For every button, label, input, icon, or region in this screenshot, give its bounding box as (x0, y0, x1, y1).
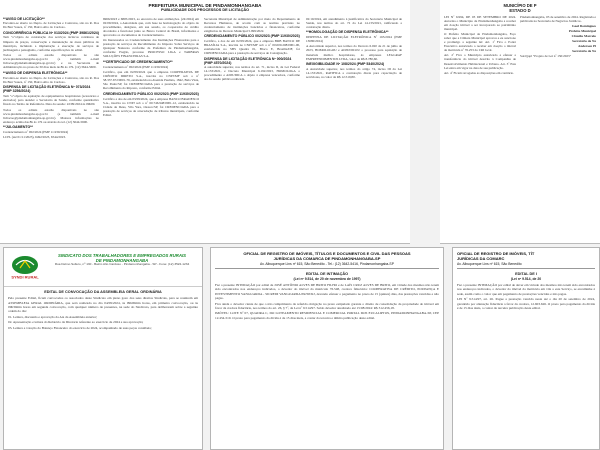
notice-paragraph: Faz o presente INTIMAÇÃO por edital de JOSÉ ANTÔNIO ALVES DE BRITO FILHO e de LAÍS CRUZ ALVES DE BRITO, em virtude dos mesmos não terem sido encontrados nos endereços indicados, o devedor do imóvel da matrícula 76.548, credora fiduciária: COOPERATIVA DE CRÉDITO, POUPANÇA E INVESTIMENTO VANGUARDA - SICREDI VANGUARDA PR/SP/RJ, devendo efetuar o pagamento no prazo de 15 (quinze) dias, das prestações vencidas e não pagas. (215, 283, 439, 300)
text-column-4 (306, 15, 402, 80)
registry-address: Av. Albuquerque Lins nº 615, São Benedito - Tel.: (12) 3642-5416, Pindamonhangaba-SP (260, 261, 394, 266)
section-text: DISPENSA DE LICITAÇÃO ELETRÔNICA Nº 165/2024 (PMP 13680/2024) (306, 34, 402, 43)
notice-title: EDITAL DE INTIMAÇÃO (305, 272, 349, 277)
notice-body (453, 283, 599, 310)
header-line-1: PREFEITURA MUNICIPAL DE PINDAMONHANGABA (148, 3, 262, 8)
union-header (4, 248, 202, 287)
sheet-header (440, 3, 600, 13)
law-text: O Prefeito Municipal de Pindamonhangaba, Faço saber que a Câmara Municipal aprovou e eu sanciono e promulgo a seguinte lei: Art. 1º Fica o Poder Executivo autorizado a receber em doação o imóvel de matrícula nº 76.253 do CRI local. (444, 32, 516, 53)
section-heading: DISPENSA DE LICITAÇÃO ELETRÔNICA Nº 000/2024 (PMP 4570/2024) (204, 56, 292, 65)
municipio-sheet (440, 0, 600, 244)
section-text: Credenciamento nº 002/2024 (PMP 11.930/2024) (3, 129, 69, 134)
section-text: Tem "o"objeto de contratação dos serviços técnicos contínuos de limpeza de praças, conservação e manutenção de áreas públicas do município, incluindo a implantação e execução de serviços de jardinagem e paisagismo, conforme especificações do edital. (3, 35, 99, 52)
section-text: Encontra-se aberto no Depto. de Licitações e Contratos, sito na R. Dos Ds Barr Souza, nº 150, Bairro Alto do Cardoso. (3, 75, 99, 84)
section-heading: **AVISO DE LICITAÇÃO** (3, 16, 45, 21)
section-text: Todos os editais estarão disponíveis no site www.pindamonhangaba.sp.gov.br (e também e-mail licitacao@pindamonhangaba.sp.gov.br). Maiores informações no endereço acima das 8h às 17h ou através do tel. (12) 3644-5600. (3, 107, 99, 124)
law-text: Art. 2º Fica o Município autorizado a efetuar a transferência do imóvel descrito à Companhia de Desenvolvimento Habitacional e Urbano. Art. 3º Esta Lei entra em vigor na data de sua publicação. (444, 53, 516, 70)
notice-paragraph: IMÓVEL: LOTE Nº 07, QUADRA C, DO LOTEAMENTO RESIDENCIAL E COMERCIAL PORTAL DOS EUCALIPTOS, PINDAMONHANGABA-SP, CEP 12.434-510. O prazo para pagamento da dívida é de 15 dias úteis, a contar da terceira e última publicação deste edital. (215, 311, 439, 320)
agenda-item: 02. Apresentação e leitura do Relatório da Diretoria referente ao exercício de 2024 e sua aprovação; (8, 320, 144, 325)
section-text: Os Interessados ao Credenciamento das Instituições Financeiras para a prestação de serviços de Recolhimento do Imposto Sobre Serviços de Qualquer Natureza conforme da Prefeitura de Pindamonhangaba, conforme Pregão, processo PROCESSO LIGA e TARBRAS SOLUÇÕES FINANCEIRAS S.A. (103, 38, 199, 59)
section-heading: **AVISO DE DISPENSA ELETRÔNICA** (3, 70, 68, 75)
section-heading: CONCORRÊNCIA PÚBLICA Nº 013/2024 (PMP 39861/2024) (3, 30, 99, 35)
section-heading: **JULGAMENTO** (3, 125, 33, 130)
signature-name: Anderson Pl (578, 44, 596, 49)
agenda-item: 03. Leitura e votação do Balanço Financeiro do exercício de 2024, acompanhado de suas peças contábeis; (8, 326, 152, 331)
signature-name: Isael Domingues (572, 24, 596, 29)
union-address: Rua Delmo Sollero, nº 130 - Bairro Alto Cardoso - Pindamonhangaba - SP - Fone: (12) 3522-1234 (54, 262, 190, 266)
union-title (46, 253, 198, 267)
signature-role: Prefeito Municipal (568, 29, 596, 34)
law-text: Art. 4º Ficam revogadas as disposições em contrário. (444, 70, 514, 75)
header-line-2: PUBLICIDADE DOS PROCESSOS DE LICITAÇÃO (160, 8, 250, 13)
section-heading: INEXIGIBILIDADE Nº 108/2024 (PMP 5340/2024) (306, 62, 385, 67)
union-logo-icon (10, 254, 40, 280)
section-text: 02/10/2024, em atendimento à justificativa da Secretaria Municipal de Saúde, nos termos do art. 72 da Lei 14.133/2021, ratificando a contratação direta. (306, 16, 402, 29)
section-heading: **CERTIFICADO DE CREDENCIAMENTO** (103, 59, 173, 64)
section-text: Todos os editais estarão disponíveis no site www.pindamonhangaba.sp.gov.br (e também e-mail licitacao@pindamonhangaba.sp.gov.br) e na Secretaria de Administração no prazo de 30 dias úteis de 8h às 17h. (12) 3644-5600. (3, 53, 99, 70)
sheet-header (0, 0, 410, 14)
footer-note: SAJ/gapl "Projeto de Lei nº 150/2023" (520, 54, 572, 59)
prefeitura-sheet (0, 0, 410, 244)
text-column-2 (103, 15, 199, 118)
divider (457, 268, 595, 269)
notice-paragraph: Fica ainda o devedor ciente de que o não cumprimento da referida obrigação no prazo estipulado garante o direito de consolidação da propriedade do imóvel em favor da credora fiduciária, nos termos do art. 26, § 7º, da Lei nº 9.514/97. Saldo devedor atualizado até 15/08/2024: R$ 312.456,18. (215, 301, 439, 310)
text-column-3 (204, 15, 300, 83)
registry-title-line-2: JURÍDICAS DA COMARC (457, 255, 505, 261)
registry-title-line-2: JURÍDICAS DA COMARCA DE PINDAMONHANGABA-SP (273, 255, 381, 261)
union-notice (3, 247, 203, 450)
section-text: Certifico, que em 02/09/2024 que a empresa COOPERATIVA DE CRÉDITO DIRETO S.A., inscrita no CNPJ/MF sob o nº 58.337.672/0001-76, estabelecida na Avenida Paulista, 1842, Bela Vista, São Paulo/SP, foi CREDENCIADA para a prestação de serviços de Recolhimento do Imposto, conforme Edital. (103, 70, 199, 91)
law-column-2 (520, 15, 596, 59)
registry-header (211, 248, 443, 266)
section-text: 6966/2023 e 6805/2023, ao encontro de suas atribuições. (24/2024) em 02/09/2024, a Autoridade que, com base na homologação do objeto do procedimento, designou, em sua sessão, os cooperados de crédito abordados a funcionar junto ao Banco Central do Brasil, informados e aprovados os documentos do Credenciamento. (103, 16, 199, 37)
agenda-item: 01. Leitura, discussão e aprovação da Ata da Assembleia anterior; (8, 314, 98, 319)
registry-header (453, 248, 599, 266)
section-text: Tem "o"objeto de aquisição de equipamentos hospitalares (acessórios e eletrodos) para atender a Secretaria de Saúde, conforme quantitativo fixado no Termo de Referência. Data da sessão: 22/09/2024 às 09h00. (3, 93, 99, 106)
registry-title-line-1: OFICIAL DE REGISTRO DE IMÓVEIS, TÍTULOS E DOCUMENTOS E CIVIL DAS PESSOAS (243, 251, 411, 256)
section-text: Certifico a dos de em 03/09/2024, que a empresa BANCO BRADESCO S.A., inscrita no CNPJ sob o nº 60.746.948/0001-12, estabelecida na Cidade de Deus, Vila Yara, Osasco/SP, foi CREDENCIADA para a prestação de serviços de arrecadação de tributos municipais, conforme Edital. (103, 96, 199, 117)
header-line-2: ESTADO D (509, 8, 531, 13)
notice-body (211, 283, 443, 320)
notice-paragraph: Faz o presente INTIMAÇÃO por edital de dever em virtude dos mesmos não terem sido encontrados nos endereços indicados, o devedor do imóvel da matrícula em vila a este Serviço, se encaminhe à sede, assim como o valor que em pagamento de prestações vencidas e não pagas. (457, 283, 595, 296)
signature-name: Cláudio Marcelo (571, 34, 596, 39)
notice-paragraph: LEI Nº 9.514/97, art. 26. Pague a prestação vencida nesta até o dia 20 de setembro de 2024, garantido por alienação fiduciária a favor da credora, 12.603.626. O prazo para pagamento da dívida é de 15 dias úteis, a contar da terceira publicação deste edital. (457, 297, 595, 310)
text-column-1 (3, 15, 99, 141)
section-text: Secretaria Municipal de Administração por meio do Departamento de Recursos Humanos, de acordo com as normas previstas no credenciamento de instituições bancárias e financeiras, conforme exigências do Decreto Municipal 5.999/2022. (204, 16, 300, 33)
section-heading: DISPENSA DE LICITAÇÃO ELETRÔNICA Nº 073/2024 (PMP 3256/2024) (3, 85, 91, 94)
section-text: A Autoridade superior, nos termos do Decreto 6.020 de 21 de julho de 2023, HOMOLOGOU e ADJUDICOU o processo para aquisição de materiais médico hospitalares, às empresas LEGGRAF EMPREENDIMENTOS LTDA, valor de R$ 8.780,60. (306, 44, 402, 61)
law-text: LEI Nº 6.994, DE 03 DE SETEMBRO DE 2024. Autoriza o Município de Pindamonhangaba a receber em doação imóvel a ser incorporado ao patrimônio municipal. (444, 15, 516, 32)
section-heading: CREDENCIAMENTO PÚBLICO 002/2023 (PMP 11930/2023) (103, 91, 199, 96)
section-text: Credenciamento nº 002/2024 (PMP 11.930/2024) (103, 64, 169, 69)
registry-address: Av. Albuquerque Lins nº 615, São Benedito (457, 261, 522, 266)
registry-title-line-1: OFICIAL DE REGISTRO DE IMÓVEIS, TÍT (457, 251, 535, 256)
section-text: A autoridade superior, nos termos do art. 71, inciso II, da Lei Federal 14.133/2021, e Decreto Municipal 6.192/2023, HOMOLOGA o procedimento e ADJUDICA o objeto à empresa vencedora, conforme ata da sessão pública realizada. (204, 65, 300, 82)
registry-notice-cropped (452, 247, 600, 450)
notice-subtitle: (Lei nº 9.514, de 20 (510, 276, 542, 281)
registry-notice (210, 247, 444, 450)
section-heading: CREDENCIAMENTO PÚBLICO 002/2023 (PMP 11930/2023) (204, 34, 300, 39)
section-text: A Autoridade superior, nos termos do artigo 74, inciso III da Lei 14.133/2021, RATIFICA a contratação direta para capacitação de servidores, no valor de R$ 12.519,80. (306, 66, 402, 79)
union-title-line-2: DE PINDAMONHANGABA (95, 258, 149, 263)
notice-subtitle: (Lei nº 9.514, de 20 de novembro de 1997) (293, 276, 361, 281)
notice-title: EDITAL DE I (515, 272, 537, 277)
logo-text: SYNDI RURAL (11, 274, 39, 280)
header-line-1: MUNICÍPIO DE P (503, 3, 537, 8)
section-text: Encontra-se aberto no Depto. de Licitações e Contratos, sito na R. Dos Ds Barr Souza, nº 150, Bairro Alto do Cardoso. (3, 21, 99, 30)
signature-role: Secretário de Ne (572, 49, 596, 54)
signature-role: Secretário de Ne (572, 39, 596, 44)
law-column-1 (444, 15, 516, 76)
section-heading: **HOMOLOGAÇÃO DE DISPENSA ELETRÔNICA** (306, 30, 389, 35)
notice-title: EDITAL DE CONVOCAÇÃO DA ASSEMBLEIA GERAL ORDINÁRIA (44, 290, 162, 294)
union-title-line-1: SINDICATO DOS TRABALHADORES E EMPREGADOS RURAIS (57, 253, 187, 258)
notice-paragraph: Pelo presente Edital, ficam convocados os associados deste Sindicato em pleno gozo dos seus direitos Sindicais, para se reunirem em ASSEMBLEIA GERAL ORDINÁRIA, que será realizada no dia 04/09/2024, às 09h00min horas, em primeira convocação, ou às 09h30min horas em segunda convocação, com qualquer número de presentes, na sede do Sindicato, para deliberarem sobre a seguinte ordem do dia: (8, 296, 198, 314)
law-text: Pindamonhangaba, 03 de setembro de 2024. Registrada e publicada na Secretaria de Negócios Jurídicos. (520, 15, 596, 24)
section-text: LCPL (até 01/11/2023), 6492/2023, 6544/2023. (3, 135, 66, 140)
section-text: Certifico, a dos de em 02/09/2024, que a empresa BRB BANCO DE BRASÍLIA S.A., inscrita no CNPJ/MF sob o nº 00.000.208/0001-00, estabelecida no SBS Quadra 01, Bloco E, Brasília/DF, foi CREDENCIADA para a prestação de serviços de Consignação. (204, 38, 300, 56)
divider (215, 268, 439, 269)
notice-body (4, 296, 202, 330)
